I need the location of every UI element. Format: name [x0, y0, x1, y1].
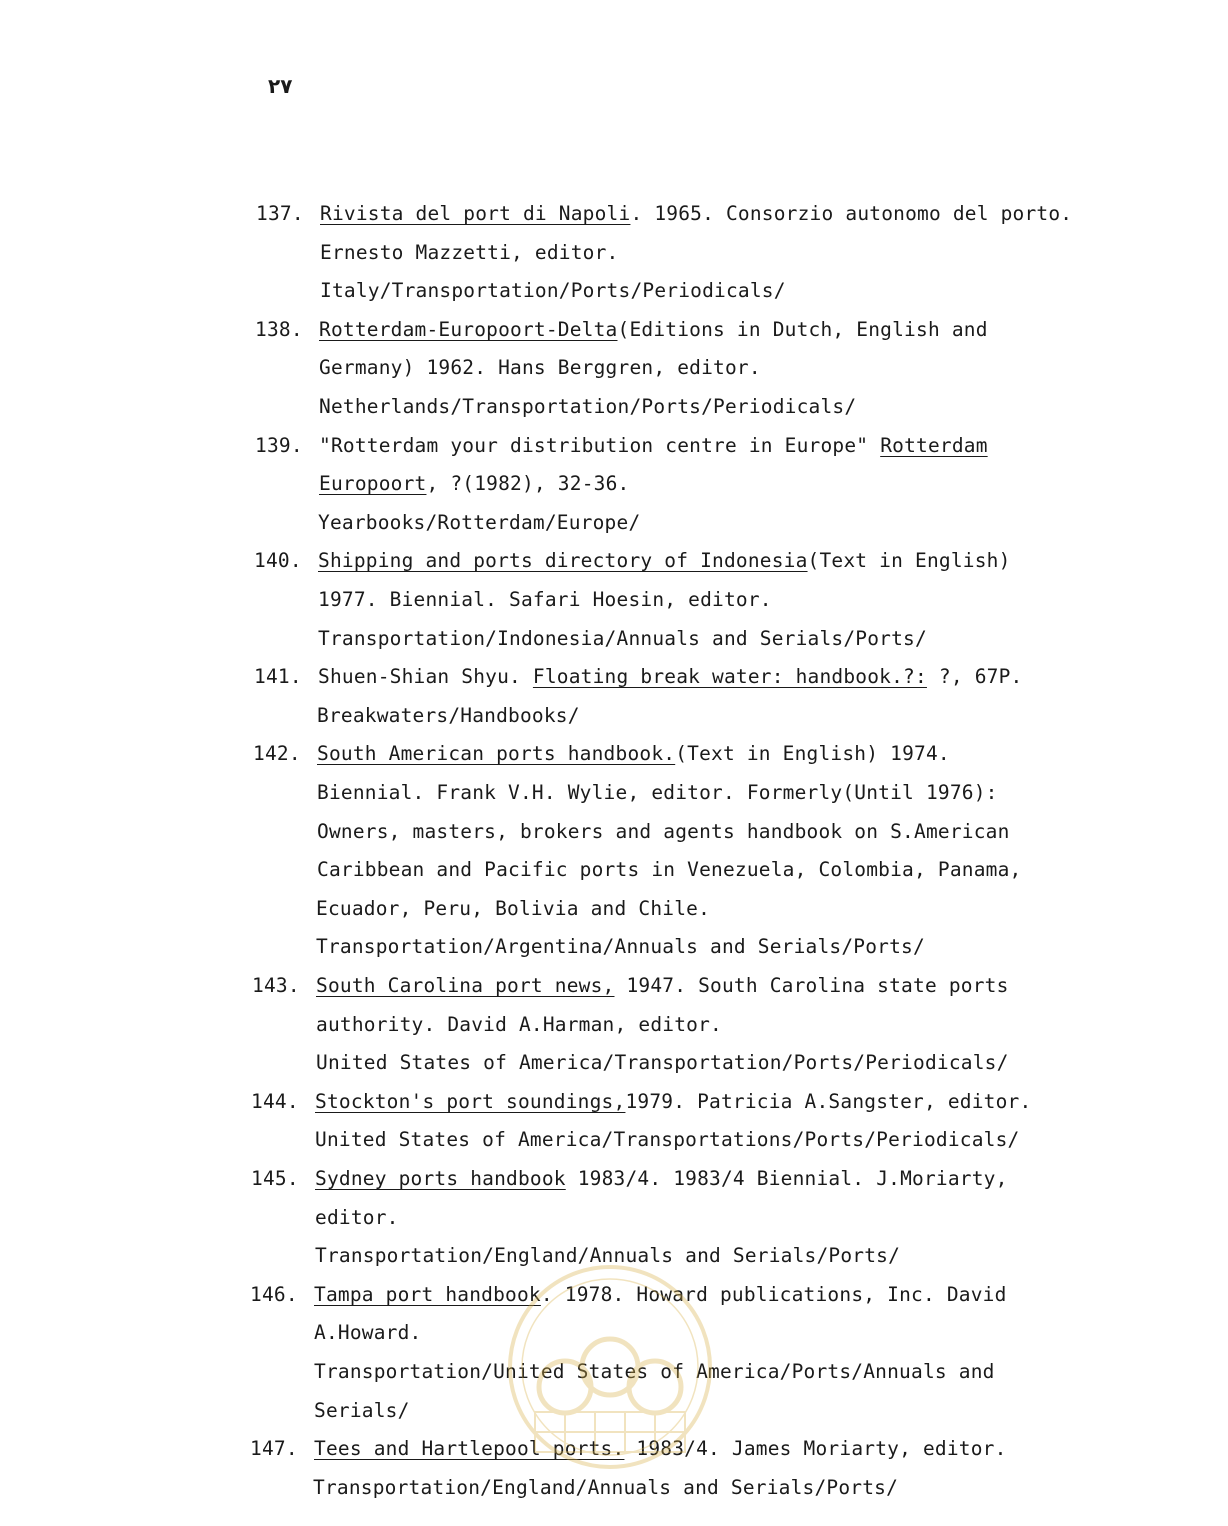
entry-details: 1983/4. James Moriarty, editor. — [624, 1437, 1007, 1461]
entry-text: Transportation/England/Annuals and Serials/Ports/ — [315, 1244, 901, 1268]
entry-number: 144. — [251, 1089, 299, 1113]
entry-line — [318, 504, 640, 542]
entry-title: Europoort — [319, 472, 427, 496]
entry-details: (Text in English) 1974. — [675, 742, 950, 766]
entry-line — [316, 928, 925, 966]
entry-line — [319, 388, 856, 426]
entry-text: Netherlands/Transportation/Ports/Periodicals/ — [319, 395, 857, 418]
entry-title: Tampa port handbook — [314, 1282, 541, 1306]
entry-line — [314, 1353, 995, 1391]
entry-details: , ?(1982), 32-36. — [426, 472, 630, 496]
entry-title: South American ports handbook. — [317, 742, 676, 766]
entry-number: 146. — [250, 1282, 298, 1306]
entry-line — [317, 813, 1010, 851]
entry-line — [317, 697, 580, 735]
entry-text: Ecuador, Peru, Bolivia and Chile. — [316, 896, 711, 920]
entry-text: Breakwaters/Handbooks/ — [317, 703, 580, 727]
entry-first-line — [316, 967, 1009, 1005]
entry-line — [319, 349, 761, 387]
entry-number: 143. — [252, 974, 300, 997]
entry-text: Germany) 1962. Hans Berggren, editor. — [319, 356, 761, 380]
entry-first-line — [319, 311, 988, 349]
entry-text: A.Howard. — [314, 1321, 422, 1345]
entry-number: 140. — [254, 549, 302, 573]
entry-title: Rotterdam — [880, 433, 988, 457]
entry-first-line — [318, 542, 1011, 580]
entry-first-line — [318, 658, 1022, 696]
entry-line — [315, 1121, 1019, 1159]
entry-text: Serials/ — [314, 1398, 410, 1422]
entry-text: Italy/Transportation/Ports/Periodicals/ — [320, 279, 786, 303]
entry-number: 142. — [253, 742, 301, 766]
entry-text: editor. — [315, 1205, 399, 1229]
entry-line — [316, 890, 710, 928]
entry-line — [319, 465, 629, 503]
entry-number: 147. — [250, 1437, 298, 1461]
entry-line — [313, 1469, 898, 1507]
entry-line — [318, 620, 927, 658]
entry-text: Ernesto Mazzetti, editor. — [320, 240, 619, 264]
entry-line — [314, 1314, 421, 1352]
entry-details: ?, 67P. — [926, 665, 1023, 689]
entry-first-line — [314, 1430, 1007, 1468]
entry-text: "Rotterdam your distribution centre in Europe" — [319, 433, 881, 457]
entry-number: 145. — [251, 1167, 299, 1190]
entry-text: Owners, masters, brokers and agents handbook on S.American — [317, 819, 1010, 843]
entry-details: . 1965. Consorzio autonomo del porto. — [630, 202, 1073, 225]
entry-line — [314, 1392, 410, 1430]
entry-title: Sydney ports handbook — [315, 1167, 566, 1190]
entry-line — [317, 774, 998, 812]
entry-title: Rivista del port di Napoli — [320, 202, 631, 225]
entry-title: Shipping and ports directory of Indonesia — [318, 549, 808, 573]
entry-title: Stockton's port soundings, — [315, 1089, 626, 1113]
page-number: ٢٧ — [268, 74, 293, 98]
entry-line — [318, 581, 772, 619]
entry-number: 141. — [254, 665, 302, 689]
entry-text: Transportation/Argentina/Annuals and Serials/Ports/ — [316, 935, 925, 959]
entry-line — [320, 272, 786, 310]
entry-line — [316, 1044, 1009, 1082]
entry-details: (Editions in Dutch, English and — [617, 317, 988, 341]
entry-text: Shuen-Shian Shyu. — [318, 665, 533, 689]
entry-text: Caribbean and Pacific ports in Venezuela, Colombia, Panama, — [317, 858, 1022, 882]
entry-first-line — [320, 195, 1072, 233]
entry-text: Transportation/England/Annuals and Serials/Ports/ — [313, 1475, 899, 1499]
entry-details: (Text in English) — [807, 549, 1011, 573]
entry-first-line — [319, 427, 988, 465]
entry-title: Tees and Hartlepool ports. — [314, 1437, 625, 1461]
entry-details: 1947. South Carolina state ports — [614, 974, 1009, 997]
entry-first-line — [314, 1276, 1007, 1314]
entry-text: 1977. Biennial. Safari Hoesin, editor. — [318, 588, 772, 611]
entry-details: 1979. Patricia A.Sangster, editor. — [625, 1089, 1032, 1113]
entry-text: United States of America/Transportations/Ports/Periodicals/ — [315, 1128, 1020, 1152]
entry-first-line — [315, 1083, 1031, 1121]
entry-first-line — [317, 735, 950, 773]
entry-line — [315, 1199, 399, 1237]
entry-line — [320, 234, 619, 272]
entry-line — [315, 1237, 900, 1275]
entry-text: authority. David A.Harman, editor. — [316, 1012, 722, 1036]
entry-line — [317, 851, 1021, 889]
entry-line — [316, 1006, 722, 1044]
entry-text: Yearbooks/Rotterdam/Europe/ — [318, 510, 641, 534]
entry-text: Transportation/United States of America/Ports/Annuals and — [314, 1360, 995, 1383]
entry-number: 139. — [255, 433, 303, 457]
entry-title: South Carolina port news, — [316, 974, 615, 997]
entry-text: Biennial. Frank V.H. Wylie, editor. Formerly(Until 1976): — [317, 781, 998, 804]
entry-title: Floating break water: handbook.?: — [532, 665, 927, 689]
entry-details: . 1978. Howard publications, Inc. David — [540, 1282, 1007, 1306]
entry-first-line — [315, 1160, 1008, 1198]
entry-details: 1983/4. 1983/4 Biennial. J.Moriarty, — [565, 1167, 1008, 1190]
entry-text: Transportation/Indonesia/Annuals and Serials/Ports/ — [318, 626, 927, 650]
entry-number: 137. — [256, 202, 304, 225]
entry-title: Rotterdam-Europoort-Delta — [319, 317, 618, 341]
entry-text: United States of America/Transportation/Ports/Periodicals/ — [316, 1051, 1009, 1075]
entry-number: 138. — [255, 317, 303, 341]
